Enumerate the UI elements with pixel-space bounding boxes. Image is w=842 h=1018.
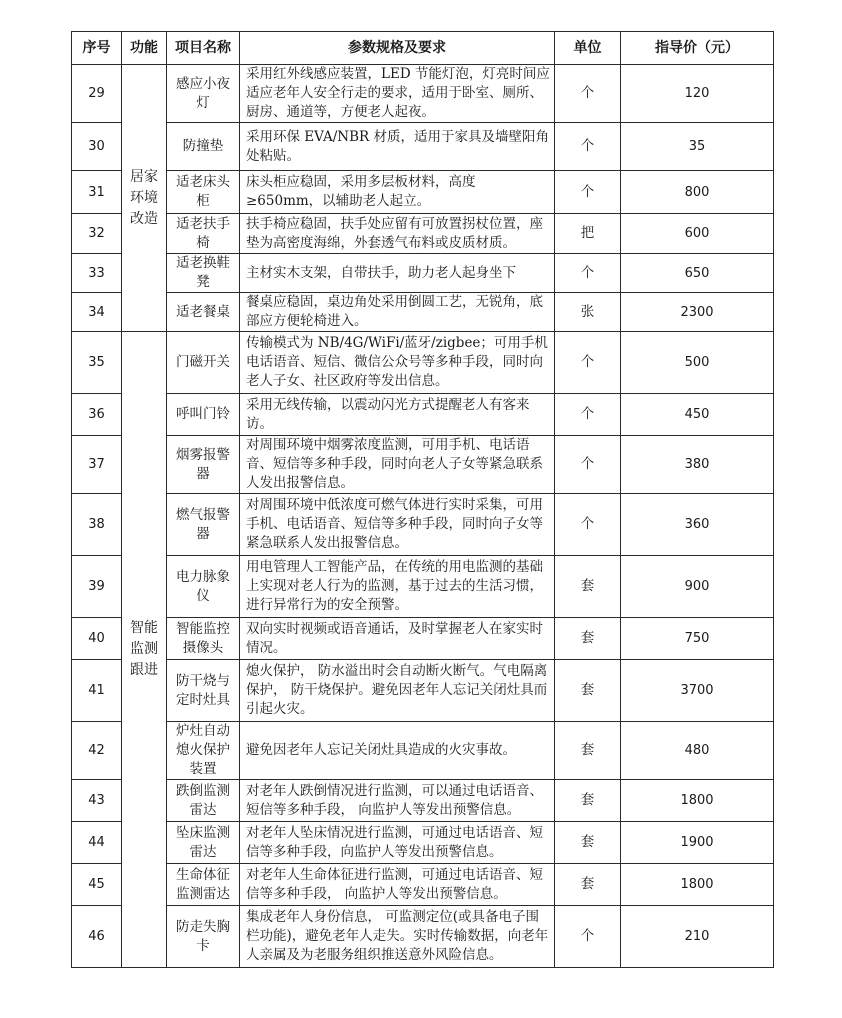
item-price: 1900 [621,822,774,864]
item-price: 120 [621,65,774,123]
header-unit: 单位 [555,32,621,65]
item-name: 跌倒监测雷达 [167,780,240,822]
table-row [72,436,774,494]
item-spec: 对老年人跌倒情况进行监测，可以通过电话语音、短信等多种手段， 向监护人等发出预警信息。 [240,780,555,822]
item-spec: 集成老年人身份信息， 可监测定位(或具备电子围栏功能)，避免老年人走失。实时传输数据，向老年人亲属及为老服务组织推送意外风险信息。 [240,906,555,968]
row-number: 35 [72,332,122,394]
table-row [72,254,774,293]
item-name: 智能监控摄像头 [167,618,240,660]
item-price: 480 [621,722,774,780]
table-row [72,65,774,123]
table-row [72,822,774,864]
header-price: 指导价（元） [621,32,774,65]
item-unit: 套 [555,864,621,906]
item-spec: 对老年人坠床情况进行监测，可通过电话语音、短信等多种手段，向监护人等发出预警信息。 [240,822,555,864]
row-number: 43 [72,780,122,822]
table-row [72,906,774,968]
table-row [72,722,774,780]
header-function: 功能 [122,32,167,65]
item-price: 3700 [621,660,774,722]
item-unit: 个 [555,123,621,171]
table-row [72,394,774,436]
function-category [122,65,167,332]
price-table [71,31,774,968]
item-name: 电力脉象仪 [167,556,240,618]
item-unit: 套 [555,660,621,722]
item-unit: 个 [555,906,621,968]
table-body [72,65,774,968]
function-category [122,332,167,968]
item-price: 2300 [621,293,774,332]
row-number: 32 [72,214,122,254]
item-price: 900 [621,556,774,618]
item-unit: 套 [555,822,621,864]
item-name: 适老餐桌 [167,293,240,332]
row-number: 36 [72,394,122,436]
item-name: 防撞垫 [167,123,240,171]
item-spec: 用电管理人工智能产品，在传统的用电监测的基础上实现对老人行为的监测，基于过去的生活习惯，进行异常行为的安全预警。 [240,556,555,618]
item-unit: 个 [555,65,621,123]
row-number: 30 [72,123,122,171]
item-unit: 把 [555,214,621,254]
header-no: 序号 [72,32,122,65]
item-price: 600 [621,214,774,254]
header-row [72,32,774,65]
item-price: 650 [621,254,774,293]
item-unit: 套 [555,618,621,660]
function-label: 居家环境改造 [130,168,158,227]
row-number: 31 [72,171,122,214]
item-unit: 个 [555,436,621,494]
item-spec: 采用无线传输，以震动闪光方式提醒老人有客来访。 [240,394,555,436]
item-name: 坠床监测雷达 [167,822,240,864]
item-unit: 张 [555,293,621,332]
row-number: 33 [72,254,122,293]
row-number: 44 [72,822,122,864]
row-number: 38 [72,494,122,556]
item-spec: 对周围环境中烟雾浓度监测，可用手机、电话语音、短信等多种手段，同时向老人子女等紧急联系人发出报警信息。 [240,436,555,494]
row-number: 34 [72,293,122,332]
row-number: 39 [72,556,122,618]
item-unit: 个 [555,332,621,394]
item-name: 感应小夜灯 [167,65,240,123]
item-spec: 避免因老年人忘记关闭灶具造成的火灾事故。 [240,722,555,780]
item-name: 适老换鞋凳 [167,254,240,293]
table-row [72,864,774,906]
header-spec: 参数规格及要求 [240,32,555,65]
item-spec: 传输模式为 NB/4G/WiFi/蓝牙/zigbee；可用手机电话语音、短信、微信公众号等多种手段，同时向老人子女、社区政府等发出信息。 [240,332,555,394]
table-row [72,556,774,618]
table-row [72,332,774,394]
table-row [72,123,774,171]
table-row [72,214,774,254]
item-unit: 个 [555,171,621,214]
item-price: 360 [621,494,774,556]
item-name: 防干烧与定时灶具 [167,660,240,722]
item-name: 门磁开关 [167,332,240,394]
item-unit: 个 [555,394,621,436]
item-price: 210 [621,906,774,968]
item-spec: 扶手椅应稳固，扶手处应留有可放置拐杖位置，座垫为高密度海绵，外套透气布料或皮质材质。 [240,214,555,254]
item-price: 380 [621,436,774,494]
item-unit: 套 [555,780,621,822]
table-row [72,171,774,214]
item-price: 35 [621,123,774,171]
function-label: 智能监测跟进 [130,620,158,678]
item-price: 450 [621,394,774,436]
row-number: 46 [72,906,122,968]
table-row [72,618,774,660]
item-spec: 采用红外线感应装置，LED 节能灯泡，灯亮时间应适应老年人安全行走的要求，适用于卧室、厕所、厨房、通道等，方便老人起夜。 [240,65,555,123]
table-row [72,494,774,556]
item-name: 生命体征监测雷达 [167,864,240,906]
item-name: 燃气报警器 [167,494,240,556]
item-price: 1800 [621,864,774,906]
item-name: 适老床头柜 [167,171,240,214]
item-name: 防走失胸卡 [167,906,240,968]
item-unit: 个 [555,254,621,293]
item-spec: 床头柜应稳固，采用多层板材料，高度≥650mm，以辅助老人起立。 [240,171,555,214]
row-number: 45 [72,864,122,906]
item-unit: 套 [555,722,621,780]
item-unit: 个 [555,494,621,556]
item-spec: 主材实木支架，自带扶手，助力老人起身坐下 [240,254,555,293]
item-spec: 采用环保 EVA/NBR 材质，适用于家具及墙壁阳角处粘贴。 [240,123,555,171]
row-number: 29 [72,65,122,123]
table-row [72,660,774,722]
header-item-name: 项目名称 [167,32,240,65]
item-name: 炉灶自动熄火保护装置 [167,722,240,780]
row-number: 37 [72,436,122,494]
item-spec: 餐桌应稳固，桌边角处采用倒圆工艺，无锐角，底部应方便轮椅进入。 [240,293,555,332]
table-row [72,293,774,332]
item-spec: 双向实时视频或语音通话，及时掌握老人在家实时情况。 [240,618,555,660]
table-row [72,780,774,822]
item-spec: 对周围环境中低浓度可燃气体进行实时采集，可用手机、电话语音、短信等多种手段，同时向子女等紧急联系人发出报警信息。 [240,494,555,556]
item-name: 呼叫门铃 [167,394,240,436]
row-number: 42 [72,722,122,780]
item-price: 750 [621,618,774,660]
item-spec: 熄火保护， 防水溢出时会自动断火断气。气电隔离保护， 防干烧保护。避免因老年人忘记关闭灶具而引起火灾。 [240,660,555,722]
row-number: 41 [72,660,122,722]
item-price: 800 [621,171,774,214]
item-name: 适老扶手椅 [167,214,240,254]
row-number: 40 [72,618,122,660]
item-name: 烟雾报警器 [167,436,240,494]
item-unit: 套 [555,556,621,618]
item-spec: 对老年人生命体征进行监测，可通过电话语音、短信等多种手段， 向监护人等发出预警信息。 [240,864,555,906]
item-price: 500 [621,332,774,394]
item-price: 1800 [621,780,774,822]
